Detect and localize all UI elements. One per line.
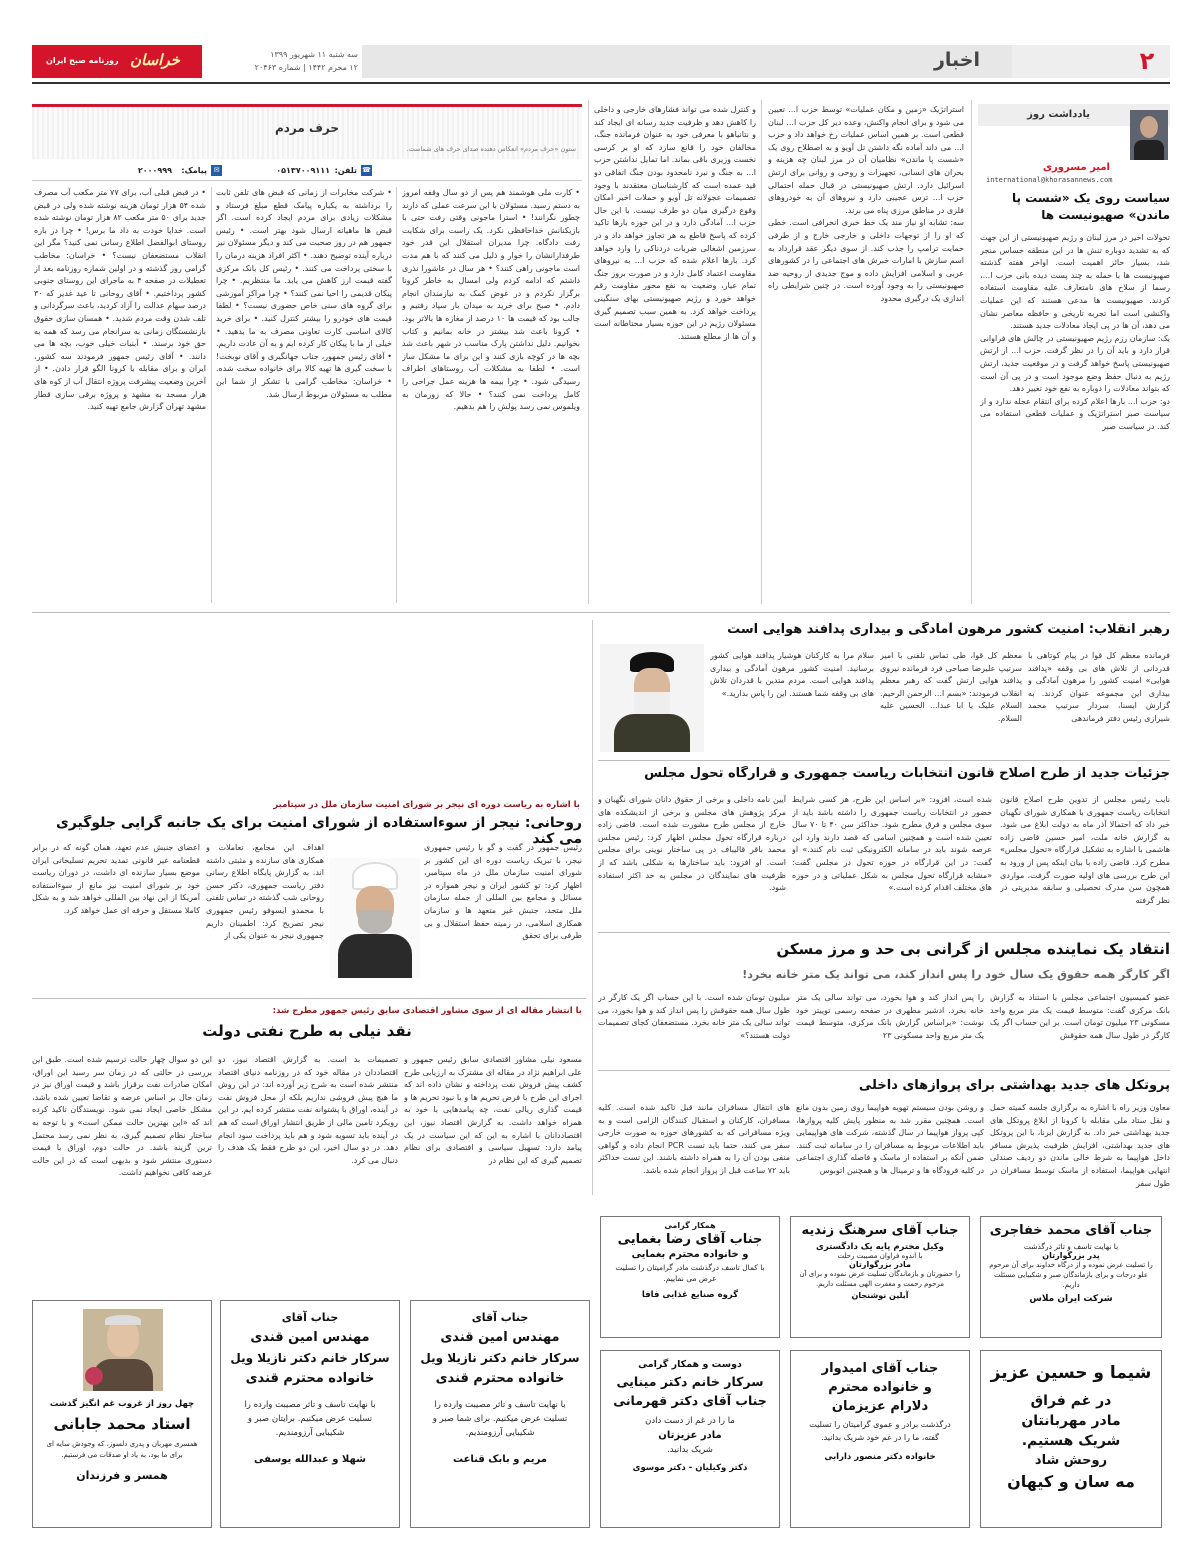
ad3-line2: و خانواده محترم بغمایی: [631, 1249, 749, 1260]
page-number: ۲: [1139, 47, 1155, 75]
condolence-ad-zandieh: [790, 1216, 970, 1338]
protocol-body-2: و روشن بودن سیستم تهویه هواپیما روی زمین بدون مانع است. همچنین مقرر شد به منظور پایش کلیه پروازها، کپی پرواز هواپیما در سال گذشته، شرکت های هواپیمایی باید اطلاعات مربوط به مسافران را در سامانه ثبت کنند. ضمن آنکه بر استفاده از ماسک و فاصله گذاری اجتماعی در کلیه فرودگاه ها و ترمینال ها و همچنین اتوبوس: [796, 1103, 984, 1175]
harf-header: [32, 107, 582, 159]
ad9-line2: همسری مهربان و پدری دلسوز، که وجودش سایه ای برای ما بود، به یاد او صدقات می فرستیم.: [46, 1440, 198, 1459]
ad1-line4: را تسلیت عرض نموده و از درگاه خداوند برای آن مرحوم علو درجات و برای بازماندگان صبر و شکیبایی مسئلت داریم.: [989, 1261, 1153, 1289]
ad8-line2: سرکار خانم دکتر نازیلا ویل: [230, 1351, 390, 1365]
ad1-line3: پدر بزرگوارتان: [1042, 1251, 1100, 1260]
condolence-ad-omidvar: [790, 1350, 970, 1528]
ad7-line3: خانواده محترم قندی: [435, 1371, 565, 1386]
author-email: international@khorasannews.com: [986, 176, 1113, 184]
ruhani-title: روحانی: نیجر از سوءاستفاده از شورای امنیت برای یک جانبه گرایی جلوگیری می کند: [56, 815, 582, 847]
ad4-line5: روحش شاد: [1034, 1453, 1108, 1468]
phone-icon: ☎: [362, 166, 371, 174]
harf-contact-bar: [32, 163, 582, 181]
ad4-line4: شریک هستیم.: [1021, 1433, 1121, 1449]
ad2-line4: مادر بزرگوارتان: [849, 1260, 911, 1269]
column-p2: یک: سازمان رزم رژیم صهیونیستی در چالش های فراوانی قرار دارد و باید آن را در نظر گرفت. حزب ا... از ارتش صهیونیستی پاسخ خواهد گرفت و در موقعیت جدید، ارتش رژیم به دنبال حفظ وضع موجود است و در پی آن است که بتواند معادلات را دوباره به نفع خود تغییر دهد.: [980, 333, 1170, 394]
protocol-title: پروتکل های جدید بهداشتی برای پروازهای داخلی: [858, 1078, 1170, 1093]
column-p3: دو: حزب ا... بارها اعلام کرده برای انتقام عجله ندارد و از سیاست صبر استراتژیک و عملیات قطعی استفاده می کند. در سیاست صبر: [980, 396, 1170, 431]
rahbar-body-3: سلام مرا به کارکنان هوشیار پدافند هوایی کشور برسانید. امنیت کشور مرهون آمادگی و بیداری پدافند هوایی است. مردم متدین با قدردان تلاش های بی وقفه شما هستند. این را پاس بدارید.»: [710, 651, 874, 698]
ad5-signature: خانواده دکتر منصور دارابی: [824, 1452, 936, 1462]
condolence-ad-qandi-1: [410, 1300, 590, 1528]
ad3-signature: گروه صنایع غذایی فافا: [641, 1290, 739, 1300]
ad8-line4: با نهایت تاسف و تاثر مصیبت وارده را تسلیت عرض میکنیم. برایتان صبر و شکیبایی آرزومندیم.: [244, 1400, 376, 1438]
ad5-line3: دلارام عزیزمان: [831, 1399, 929, 1414]
sms-icon: ✉: [211, 165, 222, 176]
date-block: [208, 48, 358, 76]
ad1-title: جناب آقای محمد خفاجری: [989, 1223, 1153, 1238]
condolence-ad-qandi-2: [220, 1300, 400, 1528]
ruhani-kicker: با اشاره به ریاست دوره ای نیجر بر شورای امنیت سازمان ملل در سپتامبر: [273, 800, 580, 810]
ruhani-body-1: رئیس جمهور در گفت و گو با رئیس جمهوری نیجر، با تبریک ریاست دوره ای این کشور بر شورای امنیت سازمان ملل در ماه سپتامبر، اظهار کرد: تو کشور ایران و نیجر همواره در مسائل و مجامع بین المللی از جمله سازمان ملل متحد، جنبش غیر متعهد ها و سازمان همکاری اسلامی، در زمینه حفظ استقلال و بی طرفی برای تحقق: [424, 843, 582, 941]
ad6-line3: ما را در غم از دست دادن: [645, 1416, 735, 1426]
memorial-ad-jabani: [32, 1300, 212, 1528]
majles-body-2: شده است، افزود: «بر اساس این طرح، هر کسی شرایط حضور در انتخابات ریاست جمهوری را داشته باشد باید از سوی مجلس و فرق مطرح شود. حداکثر سن ۴۰ تا ۷۰ سال تعیین شده است و همچنین اسامی که قصد دارند وارد این عرصه شوند باید در سامانه الکترونیکی ثبت نام کنند.» او گفت: در این قرارگاه در حوزه تحول در مجلس گفت: «مشابه قرارگاه تحول مجلس به شکل عملیاتی و در حوزه های مختلف اقدام کرده است.»: [792, 795, 992, 893]
condolence-ad-minaei: [600, 1350, 780, 1528]
ruhani-photo: [330, 858, 420, 978]
ad6-kicker: دوست و همکار گرامی: [638, 1359, 742, 1370]
column-p4: استراتژیک «زمین و مکان عملیات» توسط حزب ا... تعیین می شود و برای انجام واکنش، وعده دیر کل حزب ا... لبنان قطعی است. بر همین اساس عملیات رخ خواهد داد و حزب ا... می داند آماده نگه داشتن تل آویو و به اصطلاح روی یک «شست پا ماندن» نظامیان آن در مرز لبنان چه هزینه و بحران های انسانی، تجهیزات و روحی و روانی برای ارتش اسرائیل دارد. ارتش صهیونیستی در قبال حمله احتمالی حزب ا... ترس عجیبی دارد و نیروهای آن به خودروهای فلزی در مناطق مرزی پناه می برند.: [768, 105, 964, 215]
sms-number: ۲۰۰۰۹۹۹: [137, 166, 172, 175]
column-body-2: [768, 104, 964, 604]
column-body-3: [594, 104, 756, 604]
naqd-body-1: مسعود نیلی مشاور اقتصادی سابق رئیس جمهور و علی ابراهیم نژاد در مقاله ای مشترک به ارزیابی طرح کشف پیش فروش نفت پرداخته و نشان داده اند که اجرای این طرح با فرض تحریم ها و با نبود تحریم ها و قیمت گذاری ریالی نفت، چه پیامدهایی با خود به همراه خواهد داشت. به گزارش اقتصاد نیوز، این اقتصاددانان با اشاره به این که این سیاست در یک پیامد دارد: تسهیل سیاسی و اقتصادی برای نظام تصمیم گیری که این نظام در: [404, 1055, 582, 1165]
ad8-signature: شهلا و عبدالله یوسفی: [254, 1454, 366, 1465]
harf-col-2: • شرکت مخابرات از زمانی که قبض های تلفن ثابت را برداشته به یکباره پیامک قطع مبلغ فرستاد و مشکلات زیادی برای مردم ایجاد کرده است. اگر قبض ها ماهیانه ارسال شود بهتر است. • رئیس جمهور هم در روز صحبت می کند و دیگر مسئولان نیز درباره آینده توضیح دهند. • اکثر افراد هزینه درمان را با سختی پرداخت می کنند. • رئیس کل بانک مرکزی گفته قیمت ارز کاهش می یابد. ما منتظریم. • چرا پیکان قدیمی را احیا نمی کنند؟ • چرا مراکز آموزشی برای گروه های سنی خاص حضوری نیست؟ • لطفا قیمت های خودرو را بیشتر کنترل کنید. • برای خرید کالای اساسی کارت تعاونی مصرف به ما بدهید. • خیلی از ما با پیکان کار کرده ایم و به آن عادت داریم. • آقای رئیس جمهور، جناب جهانگیری و آقای نوبخت! با سخت گیری ها تهیه کالا برای خانواده سخت شده. • خراسان: مخاطب گرامی با تشکر از شما این مطلب به مسئولان مربوط ارسال شد.: [216, 188, 392, 399]
condolence-ad-khafajari: [980, 1216, 1162, 1338]
naqd-title: نقد نیلی به طرح نفتی دولت: [202, 1022, 412, 1040]
maskan-body-3: میلیون تومان شده است. با این حساب اگر یک کارگر در طول سال همه حقوقش را پس انداز کند و هوا بخورد، می تواند سالی یک متر خانه بخرد. مستضعفان کجای تصمیمات دولت هستند؟»: [598, 993, 790, 1040]
section-title: اخبار: [933, 49, 981, 71]
ad2-line5: را حضورتان و بازماندگان تسلیت عرض نموده و برای آن مرحوم رحمت و مغفرت الهی مسئلت داریم.: [799, 1270, 961, 1288]
maskan-body-1: عضو کمیسیون اجتماعی مجلس با استناد به گزارش بانک مرکزی گفت: متوسط قیمت یک متر مربع واحد مسکونی ۲۳ میلیون تومان است. بر این حساب اگر یک کارگر در طول سال همه حقوقش: [990, 993, 1170, 1040]
column-title: سیاست روی یک «شست پا ماندن» صهیونیست ها: [1011, 191, 1170, 222]
ruhani-body-2: اهداف این مجامع، تعاملات و همکاری های سازنده و مثبتی داشته اند. به گزارش پایگاه اطلاع رسانی دفتر ریاست جمهوری، دکتر حسن روحانی شب گذشته در تماس تلفنی با محمدو ایسوفو رئیس جمهوری نیجر تصریح کرد: اطمینان داریم جمهوری نیجر به عنوان یکی از: [206, 843, 324, 941]
harf-col-1: • کارت ملی هوشمند هم پس از دو سال وقفه امروز به دستم رسید. مسئولان با این سرعت عملی که دارند چطور نگرانند! • استرا ماجونی وقتی رفت حتی با بازیکنانش خداحافظی نکرد. یک راست برای شکایت رفت دادگاه. چرا مدیران استقلال این قدر خود طرفدارانشان را خوار و ذلیل می کنند که با هم مدت است ماجونی راهی کنند؟ • هر سال در عاشورا نذری داشتم که ادامه کردم ولی امسال به خاطر کرونا برگزار نکردم و در عوض کمک به نیازمندان انجام دادم. • صبح برای خرید به میدان بار سپاد رفتیم و جالب بود که قیمت ها ۱۰ درصد از مغازه ها بالاتر بود. • کرونا باعث شد بیشتر در خانه بمانیم و کتاب بخوانیم. دلیل نداشتن پارک مناسب در شهر باعث شد بچه ها در کوچه بازی کنند و این برای ما مشکل ساز است. • لطفا به مشکلات آب روستاهای اطراف رسیدگی شود. • چرا بیمه ها هزینه عمل جراحی را کامل پرداخت نمی کنند؟ • حالا که زورمان به ویلموس نمی رسد پولش را هم بدهیم.: [402, 188, 580, 412]
date-line-2: ۱۲ محرم ۱۴۴۲ | شماره ۲۰۴۶۳: [254, 63, 358, 72]
sms-label: پیامک:: [181, 166, 207, 175]
ad1-signature: شرکت ایران ملاس: [1029, 1294, 1113, 1304]
ad6-line5: شریک بدانید.: [667, 1445, 713, 1455]
ad4-signature: مه سان و کیهان: [1007, 1472, 1135, 1491]
ad9-kicker: چهل روز از غروب غم انگیز گذشت: [49, 1399, 195, 1409]
naqd-kicker: با انتشار مقاله ای از سوی مشاور اقتصادی سابق رئیس جمهور مطرح شد:: [272, 1006, 582, 1016]
author-photo: [1130, 110, 1168, 160]
condolence-ad-shima-hossein: [980, 1350, 1162, 1528]
naqd-body-2: تصمیمات بد است. به گزارش اقتصاد نیوز، دو اقتصاددان در مقاله خود که در روزنامه دنیای اقتصاد منتشر شده است به شرح زیر آورده اند: در این روش ما هیچ پیش فروشی نداریم بلکه از محل فروش نفت در آینده، اوراق با پشتوانه نفت منتشر کرده ایم. در این رویکرد تامین مالی از طریق انتشار اوراق است که هم در آینده باید تسویه شود و هم باید پرداخت سود انجام دهد. در دو سال اخیر، این دو طرح فقط یک هدف را دنبال می کرد.: [218, 1055, 398, 1165]
phone-number: ۰۵۱۳۷۰۰۹۱۱۱: [276, 166, 330, 175]
ad5-line4: درگذشت برادر و عموی گرامیتان را تسلیت گفته، ما را در غم خود شریک بدانید.: [809, 1420, 951, 1442]
ad2-line3: با اندوه فراوان مصیبت رحلت: [837, 1252, 923, 1260]
memorial-photo: [83, 1309, 163, 1391]
ad7-line4: با نهایت تاسف و تاثر مصیبت وارده را تسلیت عرض میکنیم. برای شما صبر و شکیبایی آرزومندیم.: [432, 1400, 568, 1438]
majles-title: جزئیات جدید از طرح اصلاح قانون انتخابات ریاست جمهوری و قرارگاه تحول مجلس: [644, 766, 1170, 781]
ad1-line2: با نهایت تاسف و تاثر درگذشت: [1023, 1242, 1119, 1251]
ad7-kicker: جناب آقای: [471, 1311, 529, 1324]
protocol-body-1: معاون وزیر راه با اشاره به برگزاری جلسه کمیته حمل و نقل ستاد ملی مقابله با کرونا از ابلاغ پروتکل های جدید بهداشتی خبر داد. به گزارش ایرنا، با این پروتکل های جدید بهداشتی، افزایش ظرفیت پذیرش مسافر داخل هواپیما به شرط خالی ماندن دو ردیف صندلی انتهایی هواپیما، استفاده از ماسک توسط مسافران در طول سفر: [990, 1103, 1170, 1188]
ad2-line2: وکیل محترم پایه یک دادگستری: [816, 1242, 944, 1252]
condolence-ad-baghmaei: [600, 1216, 780, 1338]
column-p1: تحولات اخیر در مرز لبنان و رژیم صهیونیستی از این جهت که به تشدید دوباره تنش ها در این منطقه حساس منجر شد، بسیار حائز اهمیت است. اواخر هفته گذشته صهیونیست ها با حمله به چند پست دیده بانی حزب ا...، رسما از سلاح های نامتعارف علیه مقاومت استفاده کردند. صهیونیست ها مدعی هستند که این عملیات واکنشی است اما تجربه تاریخی و حافظه معاصر نشان می دهد، آن ها در پی ایجاد معادلات جدید هستند.: [980, 233, 1170, 331]
column-p5: سه: تشابه او نیاز مند یک خط خبری انحرافی است. خطی که او را از توجهات داخلی و خارجی خارج و از طرفی حمایت ترامپ را جذب کند. از سوی دیگر عقد قرارداد به اسم سازش با امارات خبرش های اجتماعی را در کشورهای عربی و اسلامی افزایش داده و موج جدیدی از روحیه ضد صهیونیستی را به وجود آورده است. در چنین شرایطی راه اندازی یک درگیری محدود: [768, 218, 964, 303]
ad3-kicker: همکار گرامی: [664, 1221, 716, 1230]
ad4-line2: در غم فراق: [1030, 1393, 1112, 1409]
ad7-signature: مریم و بابک قناعت: [453, 1454, 547, 1465]
phone-label: تلفن:: [334, 166, 357, 175]
naqd-body-3: این دو سوال چهار حالت ترسیم شده است. طبق این بررسی در حالتی که در زمان سر رسید این اوراق، امکان صادرات نفت برقرار باشد و قیمت اوراق نیز در زمان حال بر اساس عرضه و تقاضا تعیین شده باشد، مشکل خاصی ایجاد نمی شود. نویسندگان تاکید کرده اند که «این بهترین حالت ممکن است» و با توجه به ساختار نظام تصمیم گیری، به نظر نمی رسد محتمل ترین گزینه باشد. در حالت دوم، اوراق با قیمت دستوری منتشر شود و بدیهی است که در این حالت عرضه کافی نخواهیم داشت.: [32, 1055, 212, 1178]
ad7-title: مهندس امین قندی: [440, 1330, 560, 1345]
column-body-1: [980, 232, 1170, 604]
ad2-signature: آیلین نوشنجان: [851, 1291, 909, 1300]
harf-subtitle: ستون «حرف مردم» انعکاس دهنده صدای حرف های شماست.: [406, 145, 576, 153]
maskan-subtitle: اگر کارگر همه حقوق یک سال خود را پس انداز کند، می تواند یک متر خانه بخرد!: [742, 968, 1170, 981]
ad5-title: جناب آقای امیدوار: [821, 1361, 939, 1376]
column-p6: و کنترل شده می تواند فشارهای خارجی و داخلی را کاهش دهد و ظرفیت جدید رسانه ای ایجاد کند و نتانیاهو با معرفی خود به عنوان فرمانده جنگ، مخالفان خود را قانع سازد که او بر کرسی نخست وزیری باقی بماند. اما تمایل نداشتن حزب ا... به جنگ و نبرد نامحدود بودن جنگ اتفاقی دو قید عمده است که کارشناسان معتقدند با وجود تصمیمات عجولانه تل آویو و حملات اخیر امکان وقوع درگیری میان دو طرف نیست. با این حال حزب ا... آمادگی دارد و در این حوزه بارها تاکید کرده که پاسخ قاطع به هر تجاوز خواهد داد و در سرزمین اشغالی ضربات دردناکی را وارد خواهد کرد. بارها اعلام شده که حزب ا... به نیروهای مقاومت اعتماد کامل دارد و در صورت بروز جنگ تمام عیار، وضعیت به نفع محور مقاومت رقم خواهد خورد و رژیم صهیونیستی بهای سنگینی پرداخت خواهد کرد. به همین سبب تصمیم گیری مسئولان رژیم در این حوزه بسیار محتاطانه است و آن ها از مطلع هستند.: [594, 105, 756, 341]
masthead: [32, 45, 1170, 78]
ad3-title: جناب آقای رضا بغمایی: [617, 1232, 763, 1247]
ruhani-body-3: اعضای جنبش عدم تعهد، همان گونه که در برابر قطعنامه غیر قانونی تمدید تحریم تسلیحاتی ایران موضع بسیار سازنده ای داشت، در دوران ریاست خود بر شورای امنیت نیز مانع از سوءاستفاده آمریکا از این نهاد بین المللی خواهد شد و به شکل کاملا مستقل و حرفه ای عمل خواهد کرد.: [32, 843, 200, 915]
ad8-title: مهندس امین قندی: [250, 1330, 370, 1345]
logo-name: خراسان: [130, 51, 180, 69]
leader-photo: [600, 644, 704, 752]
ad4-line3: مادر مهربانتان: [1021, 1413, 1121, 1429]
logo-box: [32, 45, 202, 78]
ad9-title: استاد محمد جابانی: [53, 1415, 191, 1433]
ad9-signature: همسر و فرزندان: [76, 1469, 168, 1482]
ad4-title: شیما و حسین عزیز: [990, 1363, 1152, 1383]
logo-tagline: روزنامه صبح ایران: [46, 56, 119, 65]
rahbar-body-2: معظم کل قوا، طی تماس تلفنی با امیر سرتیپ علیرضا صباحی فرد فرمانده نیروی پدافند هوایی ارتش گفت که رهبر معظم انقلاب فرمودند: «بسم ا... الرحمن الرحیم. السلام علیک یا ابا عبدا... الحسین علیه السلام.: [880, 651, 1022, 723]
majles-body-3: آیین نامه داخلی و برخی از حقوق دانان شورای نگهبان و مرکز پژوهش های مجلس و برخی از اندیشکده های خارج از مجلس طرح مشورت شده است. قاضی زاده درباره قرارگاه تحول مجلس اظهار کرد: رئیس مجلس محمد باقر قالیباف در پی ساختار نوینی برای مجلس است. او افزود: باید ساختارها به شکلی باشد که از ظرفیت های نمایندگان در مجلس به حد اکثر استفاده شود.: [598, 795, 786, 893]
ad6-line4: مادر عزیزتان: [658, 1430, 722, 1441]
author-name: امیر مسروری: [1042, 162, 1110, 173]
protocol-body-3: های انتقال مسافران مانند قبل تاکید شده است. کلیه مسافران، کارکنان و استقبال کنندگان الزامی است و به ویژه مسافرانی که به کشورهای حوزه به صورت خارجی سفر می کنند، حتما باید تست PCR انجام داده و گواهی منفی بودن آن را به همراه داشته باشند. این تست حداکثر باید ۷۲ ساعت قبل از پرواز انجام شده باشد.: [598, 1103, 790, 1175]
ad2-title: جناب آقای سرهنگ زندیه: [801, 1223, 959, 1238]
ad6-signature: دکتر وکیلیان - دکتر موسوی: [632, 1463, 748, 1473]
ad7-line2: سرکار خانم دکتر نازیلا ویل: [420, 1351, 580, 1365]
harf-box: [32, 104, 582, 604]
date-line-1: سه شنبه ۱۱ شهریور ۱۳۹۹: [270, 50, 358, 59]
ad6-line2: جناب آقای دکتر قهرمانی: [613, 1393, 767, 1408]
harf-col-3: • در قبض قبلی آب، برای ۷۷ متر مکعب آب مصرف شده ۵۴ هزار تومان هزینه نوشته شده ولی در قبض جدید برای ۵۰ متر مکعب ۸۲ هزار تومان نوشته شده است. خدایا خودت به داد ما برس! • چرا در باره روستای ابوالفضل اطلاع رسانی نمی کنید؟ مگر این انقلاب مستضعفان نیست؟ • خراسان: مخاطب گرامی روز گذشته و در اولین شماره روزنامه بعد از تعطیلات در صفحه ۴ به ماجرای این روستای جنوبی کشور پرداختیم. • آقای روحانی تا عید غدیر که ۳۰ درصد سهام عدالت را آزاد کردید، باعث سرگردانی و تلف شدن وقت مردم شدید. • همسان سازی حقوق بازنشستگان زمانی به سرانجام می رسد که همه به حق خود برسند. • آبنبات خیلی خوب، بچه ها می دانند. • آقای رئیس جمهور فرمودند سه کشور، ایران و برای مقابله با کرونا الگو قرار دادن. • از آخرین وضعیت پیشرفت پروژه انتقال آب از کوه های هزار مسجد به مشهد و پروژه برقی سازی قطار مشهد تهران گزارش جامع تهیه کنید.: [34, 188, 206, 412]
maskan-body-2: را پس انداز کند و هوا بخورد، می تواند سالی یک متر خانه بخرد. ادشیر مطهری در صفحه رسمی توییتر خود نوشت: «براساس گزارش بانک مرکزی، متوسط قیمت یک متر مربع واحد مسکونی ۲۳: [796, 993, 984, 1040]
rahbar-title: رهبر انقلاب: امنیت کشور مرهون آمادگی و بیداری پدافند هوایی است: [727, 622, 1170, 637]
harf-title: حرف مردم: [274, 121, 340, 135]
majles-body-1: نایب رئیس مجلس از تدوین طرح اصلاح قانون انتخابات ریاست جمهوری با همکاری شورای نگهبان خبر داد که احتمالا آذر ماه به دولت ابلاغ می شود. به گزارش خانه ملت، امیر حسین قاضی زاده هاشمی با اشاره به تشکیل قرارگاه «تحول مجلس» مطرح کرد. قاضی زاده با بیان اینکه پس از ورود به این طرح بررسی های اولیه صورت گرفت، مواردی همچون سن مدرک تحصیلی و سابقه مدیریتی در نظر گرفته: [1000, 795, 1170, 905]
ad6-title: سرکار خانم دکتر مینایی: [616, 1374, 764, 1389]
ad8-kicker: جناب آقای: [281, 1311, 339, 1324]
column-kicker: یادداشت روز: [1027, 109, 1090, 120]
maskan-title: انتقاد یک نماینده مجلس از گرانی بی حد و مرز مسکن: [776, 940, 1170, 958]
ad3-line3: با کمال تاسف درگذشت مادر گرامیتان را تسلیت عرض می نماییم.: [615, 1263, 765, 1283]
rahbar-body-1: فرمانده معظم کل قوا در پیام کوتاهی با قدردانی از تلاش های بی وقفه «پدافند هوایی» امنیت کشور را مرهون آمادگی و بیداری این مجموعه عنوان کردند. به گزارش ایسنا، سردار سرتیپ محمد شیرازی رئیس دفتر فرماندهی: [1028, 651, 1170, 723]
ad8-line3: خانواده محترم قندی: [245, 1371, 375, 1386]
ad5-line2: و خانواده محترم: [828, 1380, 932, 1395]
